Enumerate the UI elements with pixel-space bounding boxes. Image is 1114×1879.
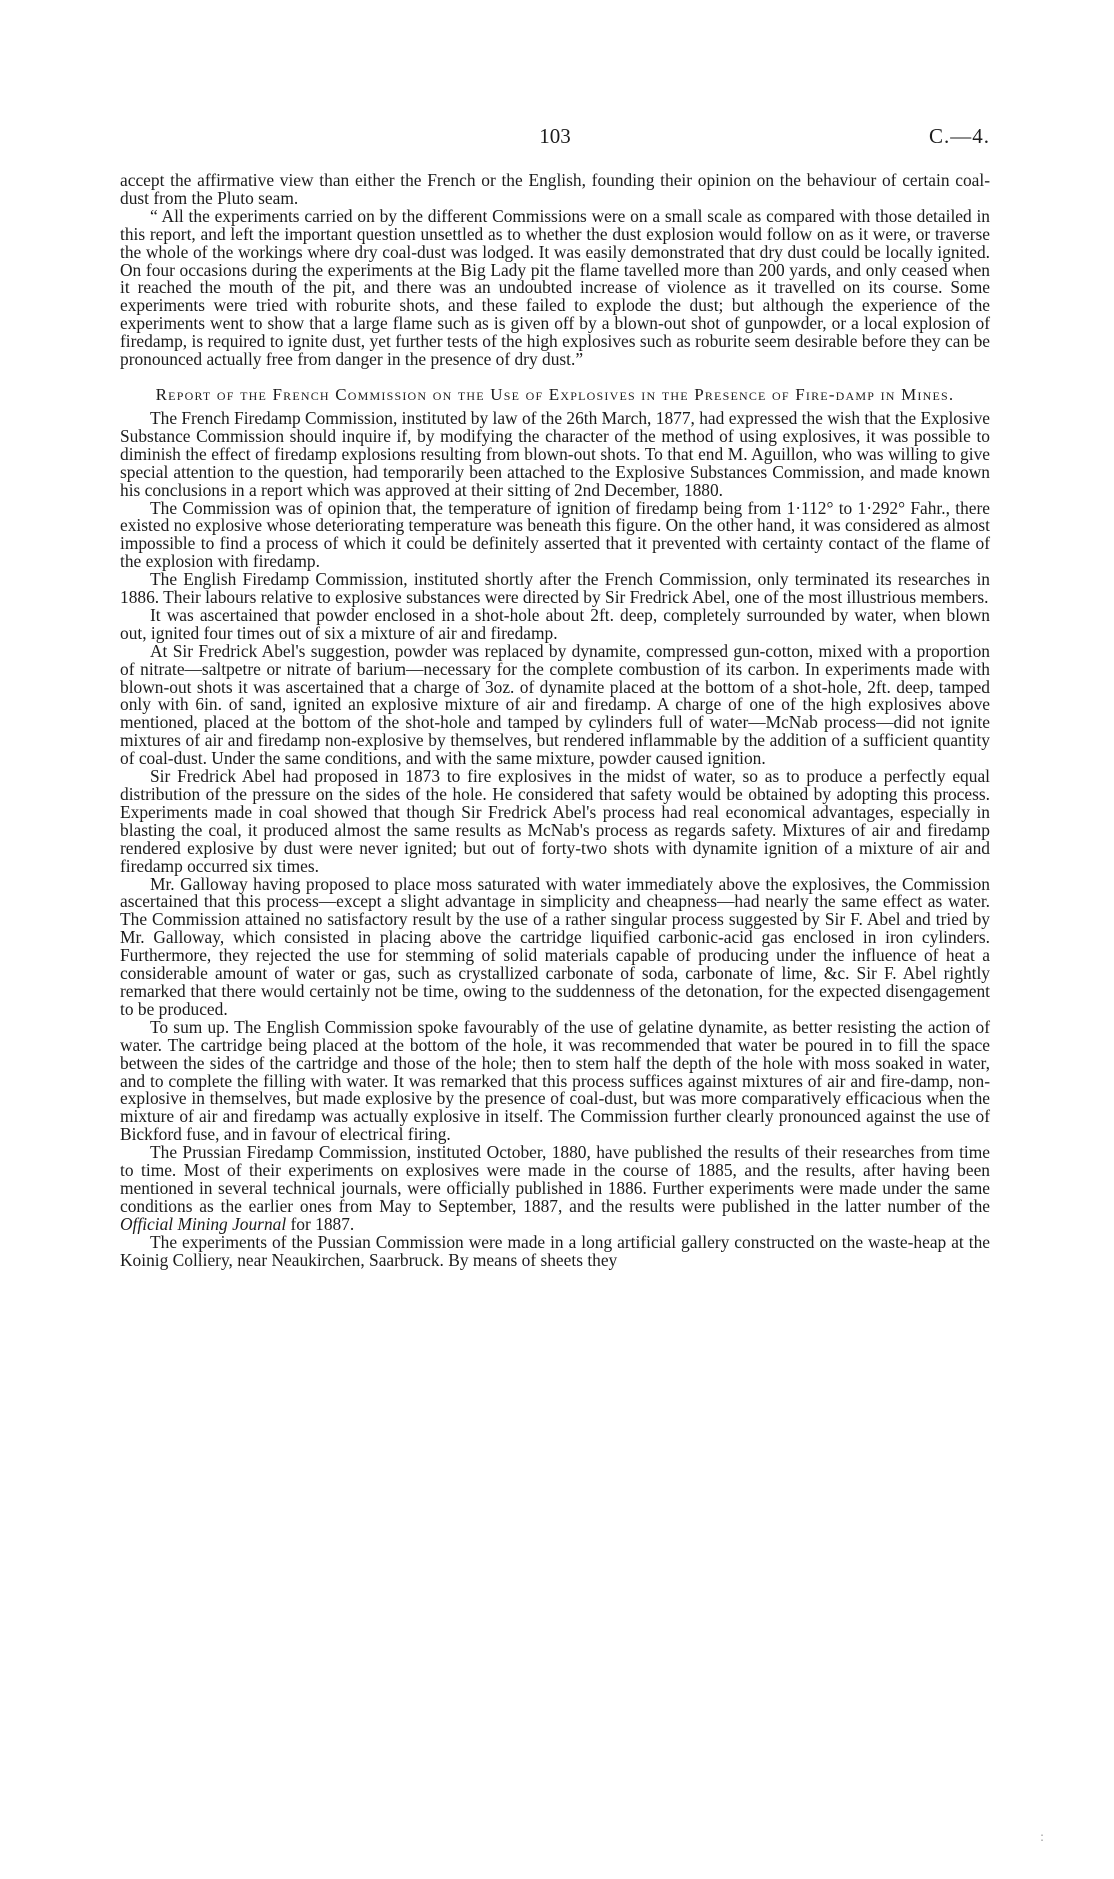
paragraph: The Commission was of opinion that, the temperature of ignition of firedamp being from 1·112° to 1·292° Fahr., there existed no explosive whose deteriorating temperature was beneath this figure. On the other hand, it was considered as almost impossible to find a process of which it could be definitely asserted that it prevented with certainty contact of the flame of the explosion with firedamp. (120, 497, 990, 572)
paragraph: Sir Fredrick Abel had proposed in 1873 to fire explosives in the midst of water, so as to produce a perfectly equal distribution of the pressure on the sides of the hole. He considered that safety would be obtained by adopting this process. Experiments made in coal showed that though Sir Fredrick Abel's process had real economical advantages, especially in blasting the coal, it produced almost the same results as McNab's process as regards safety. Mixtures of air and firedamp rendered explosive by dust were never ignited; but out of forty-two shots with dynamite ignition of a mixture of air and firedamp occurred six times. (120, 766, 990, 876)
paragraph: The experiments of the Pussian Commission were made in a long artificial gallery constructed on the waste-heap at the Koinig Colliery, near Neaukirchen, Saarbruck. By means of sheets they (120, 1231, 990, 1270)
journal-title: Official Mining Journal (120, 1213, 287, 1234)
margin-mark: : (1040, 1830, 1045, 1844)
section-heading: Report of the French Commission on the Use of Explosives in the Presence of Fire-damp in Mines. (155, 384, 955, 404)
quoted-paragraph: “ All the experiments carried on by the different Commissions were on a small scale as compared with those detailed in this report, and left the important question unsettled as to whether the dust explosion would follow on as it were, or traverse the whole of the workings where dry coal-dust was lodged. It was easily demonstrated that dry dust could be locally ignited. On four occasions during the experiments at the Big Lady pit the flame tavelled more than 200 yards, and only ceased when it reached the mouth of the pit, and there was an undoubted increase of violence as it travelled on its course. Some experiments were tried with roburite shots, and these failed to explode the dust; but although the experience of the experiments went to show that a large flame such as is given off by a blown-out shot of gunpowder, or a local explosion of firedamp, is required to ignite dust, yet further tests of the high explosives such as roburite seem desirable before they can be pronounced actually free from danger in the presence of dry dust.” (120, 205, 990, 370)
paragraph: The English Firedamp Commission, instituted shortly after the French Commission, only terminated its researches in 1886. Their labours relative to explosive substances were directed by Sir Fredrick Abel, one of the most illustrious members. (120, 569, 990, 608)
paragraph: It was ascertained that powder enclosed in a shot-hole about 2ft. deep, completely surrounded by water, when blown out, ignited four times out of six a mixture of air and firedamp. (120, 604, 990, 643)
paragraph (120, 1144, 990, 1234)
paragraph: To sum up. The English Commission spoke favourably of the use of gelatine dynamite, as better resisting the action of water. The cartridge being placed at the bottom of the hole, it was recommended that water be poured in to fill the space between the sides of the cartridge and those of the hole; then to stem half the depth of the hole with moss soaked in water, and to complete the filling with water. It was remarked that this process suffices against mixtures of air and fire-damp, non-explosive in themselves, but made explosive by the presence of coal-dust, but was more comparatively efficacious when the mixture of air and firedamp was actually explosive in itself. The Commission further clearly pronounced against the use of Bickford fuse, and in favour of electrical firing. (120, 1016, 990, 1145)
document-reference: C.—4. (928, 124, 990, 148)
page-header (120, 124, 990, 154)
paragraph: At Sir Fredrick Abel's suggestion, powder was replaced by dynamite, compressed gun-cotton, mixed with a proportion of nitrate—saltpetre or nitrate of barium—necessary for the complete combustion of its carbon. In experiments made with blown-out shots it was ascertained that a charge of 3oz. of dynamite placed at the bottom of a shot-hole, 2ft. deep, tamped only with 6in. of sand, ignited an explosive mixture of air and firedamp. A charge of one of the high explosives above mentioned, placed at the bottom of the shot-hole and tamped by cylinders full of water—McNab process—did not ignite mixtures of air and firedamp non-explosive by themselves, but rendered inflammable by the addition of a sufficient quantity of coal-dust. Under the same conditions, and with the same mixture, powder caused ignition. (120, 640, 990, 769)
paragraph: Mr. Galloway having proposed to place moss saturated with water immediately above the explosives, the Commission ascertained that this process—except a slight advantage in simplicity and cheapness—had nearly the same effect as water. The Commission attained no satisfactory result by the use of a rather singular process suggested by Sir F. Abel and tried by Mr. Galloway, which consisted in placing above the cartridge liquified carbonic-acid gas enclosed in iron cylinders. Furthermore, they rejected the use for stemming of solid materials capable of producing under the influence of heat a considerable amount of water or gas, such as crystallized carbonate of soda, carbonate of lime, &c. Sir F. Abel rightly remarked that there would certainly not be time, owing to the suddenness of the detonation, for the expected disengagement to be produced. (120, 873, 990, 1019)
page-number: 103 (539, 124, 571, 148)
body-text (120, 172, 990, 1269)
paragraph-text: for 1887. (286, 1213, 355, 1234)
paragraph-text: The Prussian Firedamp Commission, instituted October, 1880, have published the results of their researches from time to time. Most of their experiments on explosives were made in the course of 1885, and the results, after having been mentioned in several technical journals, were officially published in 1886. Further experiments were made under the same conditions as the earlier ones from May to September, 1887, and the results were published in the latter number of the (120, 1142, 990, 1216)
paragraph: The French Firedamp Commission, instituted by law of the 26th March, 1877, had expressed the wish that the Explosive Substance Commission should inquire if, by modifying the character of the method of using explosives, it was possible to diminish the effect of firedamp explosions resulting from blown-out shots. To that end M. Aguillon, who was willing to give special attention to the question, had temporarily been attached to the Explosive Substances Commission, and made known his conclusions in a report which was approved at their sitting of 2nd December, 1880. (120, 407, 990, 500)
paragraph: accept the affirmative view than either the French or the English, founding their opinion on the behaviour of certain coal-dust from the Pluto seam. (120, 170, 990, 208)
